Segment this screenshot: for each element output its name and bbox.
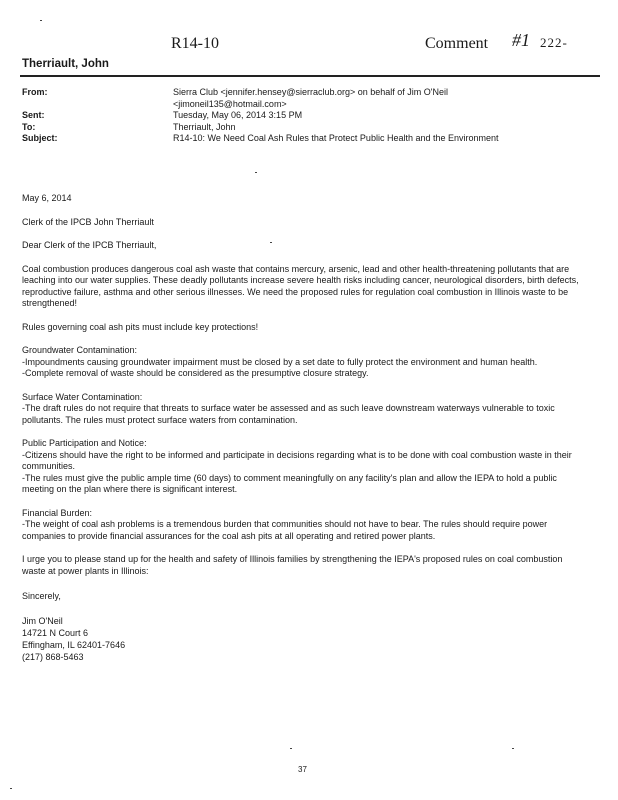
meta-row-to [22, 122, 533, 134]
letter-date: May 6, 2014 [22, 193, 72, 203]
page-number: 37 [298, 765, 307, 774]
section-point: -Complete removal of waste should be considered as the presumptive closure strategy. [22, 368, 369, 378]
groundwater-section [22, 345, 582, 380]
public-participation-section [22, 438, 582, 496]
section-heading: Surface Water Contamination: [22, 391, 143, 402]
meta-row-subject [22, 133, 533, 145]
email-metadata [22, 87, 533, 145]
scan-speck [512, 748, 514, 749]
section-point: -Citizens should have the right to be informed and participate in decisions regarding what is to be done with coal combustion waste in their communities. [22, 449, 572, 471]
sender-address [22, 615, 582, 663]
letter-salutation: Dear Clerk of the IPCB Therriault, [22, 240, 157, 250]
rules-intro: Rules governing coal ash pits must include key protections! [22, 321, 259, 332]
section-point: -The rules must give the public ample time (60 days) to comment meaningfully on any facility's plan and allow the IEPA to hold a public meeting on the plan where there is significant interest. [22, 472, 557, 494]
meta-value: Sierra Club <jennifer.hensey@sierraclub.org> on behalf of Jim O'Neil <jimoneil135@hotmail.com> [173, 87, 448, 109]
docket-number: R14-10 [171, 35, 219, 52]
scan-speck [255, 172, 257, 173]
closing-paragraph: I urge you to please stand up for the health and safety of Illinois families by strengthening the IEPA's proposed rules on coal combustion waste at power plants in Illinois: [22, 554, 563, 576]
meta-value: Therriault, John [173, 121, 236, 132]
section-point: -The weight of coal ash problems is a tremendous burden that communities should not have to bear. The rules should require power companies to provide financial assurances for the coal ash pits at all operating and retired power plants. [22, 519, 548, 541]
section-point: -The draft rules do not require that threats to surface water be assessed and as such leave downstream waterways vulnerable to toxic pollutants. The rules must protect surface waters from contamination. [22, 403, 555, 425]
valediction: Sincerely, [22, 591, 61, 601]
letter-body [22, 193, 582, 663]
section-heading: Financial Burden: [22, 507, 93, 518]
scan-speck [10, 788, 12, 789]
comment-number: 222- [540, 35, 568, 50]
comment-label: Comment [425, 35, 489, 52]
meta-label: From: [22, 87, 48, 97]
scan-speck [290, 748, 292, 749]
scan-speck [40, 20, 42, 21]
letter-intro: Coal combustion produces dangerous coal ash waste that contains mercury, arsenic, lead and other health-threatening pollutants that are leaching into our water supplies. These deadly pollutants increase severe health risks including cancer, neurological disorders, birth defects, reproductive failure, asthma and other serious illnesses. We need the proposed rules for regulation coal combustion in Illinois waste to be strengthened! [22, 263, 579, 308]
meta-value: Tuesday, May 06, 2014 3:15 PM [173, 110, 303, 120]
surface-water-section [22, 392, 582, 427]
sender-name: Jim O'Neil [22, 615, 63, 626]
sender-city: Effingham, IL 62401-7646 [22, 639, 126, 650]
meta-value: R14-10: We Need Coal Ash Rules that Protect Public Health and the Environment [173, 133, 499, 143]
recipient-name: Therriault, John [22, 58, 109, 70]
meta-row-sent [22, 110, 533, 122]
section-heading: Groundwater Contamination: [22, 345, 138, 355]
section-point: -Impoundments causing groundwater impairment must be closed by a set date to fully protect the environment and human health. [22, 356, 538, 367]
meta-label: To: [22, 121, 36, 132]
comment-handwritten-number: #1 [512, 30, 530, 50]
section-heading: Public Participation and Notice: [22, 438, 147, 448]
meta-row-from [22, 87, 533, 110]
letter-addressee: Clerk of the IPCB John Therriault [22, 216, 154, 227]
scan-speck [270, 242, 272, 243]
meta-label: Sent: [22, 110, 45, 120]
signature-block [22, 591, 582, 663]
sender-phone: (217) 868-5463 [22, 651, 84, 662]
header-divider [20, 75, 600, 77]
financial-burden-section [22, 508, 582, 543]
meta-label: Subject: [22, 133, 58, 143]
sender-street: 14721 N Court 6 [22, 627, 89, 638]
